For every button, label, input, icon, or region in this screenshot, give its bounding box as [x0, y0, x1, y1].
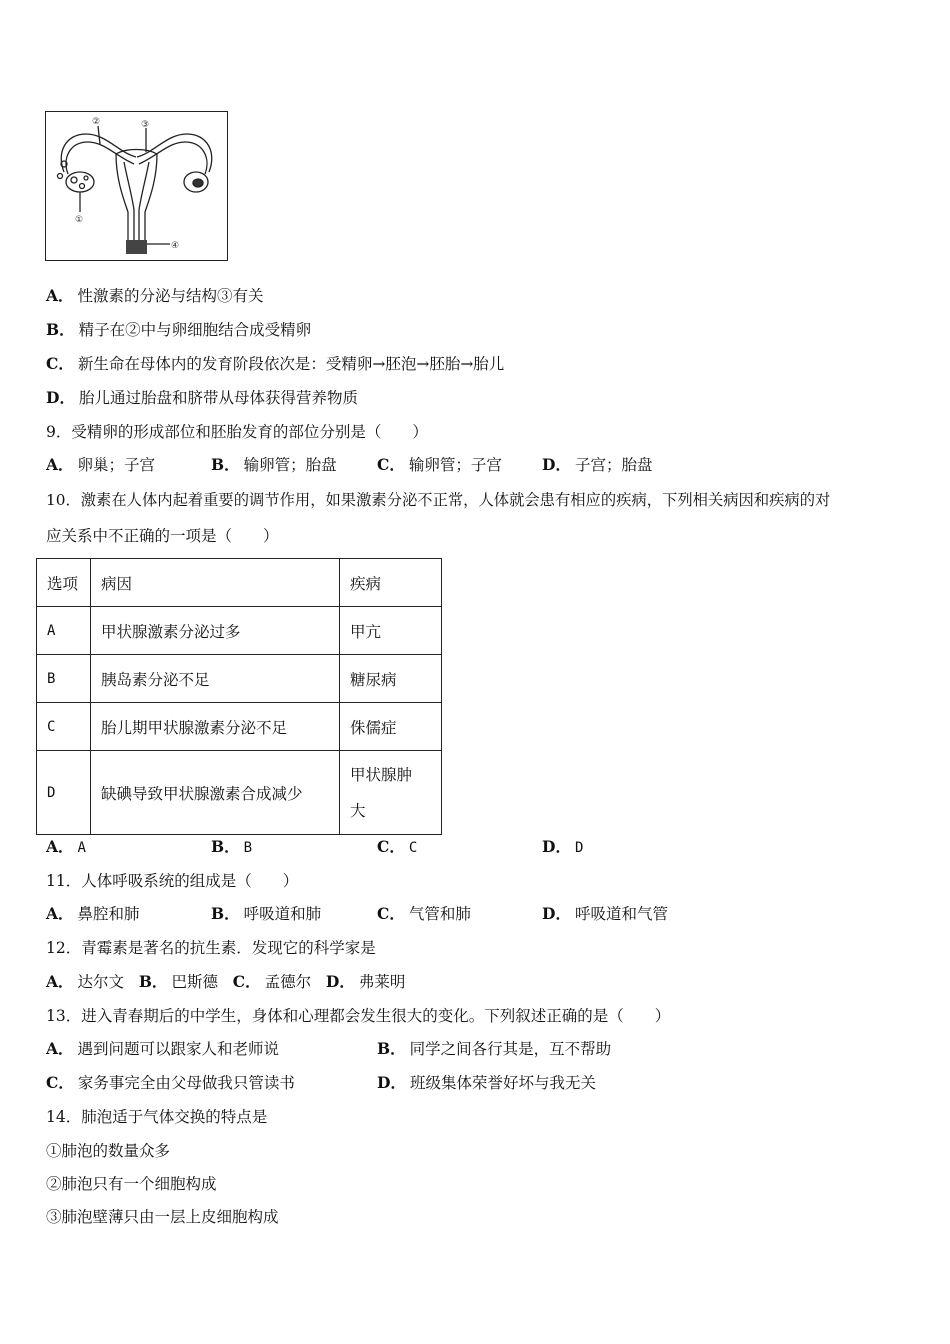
option-text: 胎儿通过胎盘和脐带从母体获得营养物质 [78, 389, 358, 407]
q9-option-b[interactable] [211, 455, 337, 475]
option-key: D． [542, 455, 571, 474]
option-text: D [574, 840, 584, 856]
q11-option-b[interactable] [211, 904, 321, 924]
row-cause: 缺碘导致甲状腺激素合成减少 [91, 751, 340, 835]
q10-table [36, 558, 442, 835]
option-key: C． [377, 904, 405, 923]
option-key: C． [46, 1073, 74, 1092]
q12-option-d[interactable] [326, 973, 405, 991]
option-text: 精子在②中与卵细胞结合成受精卵 [78, 321, 312, 339]
figure-label-3: ③ [141, 120, 150, 130]
q9-option-d[interactable] [542, 455, 652, 475]
q8-option-b[interactable] [46, 320, 311, 340]
option-key: B． [377, 1039, 406, 1058]
q12-stem: 12．青霉素是著名的抗生素．发现它的科学家是 [46, 939, 376, 957]
q12-option-a[interactable] [46, 973, 124, 991]
header-option: 选项 [37, 559, 91, 607]
option-key: A． [46, 1039, 74, 1058]
q11-stem: 11．人体呼吸系统的组成是（ ） [46, 872, 299, 890]
q9-stem: 9．受精卵的形成部位和胚胎发育的部位分别是（ ） [46, 423, 428, 441]
q10-option-d[interactable] [542, 837, 583, 858]
q12-option-c[interactable] [233, 973, 311, 991]
q13-option-b[interactable] [377, 1039, 611, 1059]
row-disease: 糖尿病 [340, 655, 442, 703]
option-text: 输卵管；子宫 [408, 456, 502, 474]
header-disease: 疾病 [340, 559, 442, 607]
option-key: D． [542, 904, 571, 923]
option-key: C． [377, 455, 405, 474]
option-key: D． [325, 972, 355, 991]
option-key: B． [138, 972, 168, 991]
option-text: 呼吸道和肺 [243, 905, 322, 923]
option-text: 子宫；胎盘 [574, 456, 653, 474]
row-option: C [37, 703, 91, 751]
table-row [37, 703, 442, 751]
option-text: 新生命在母体内的发育阶段依次是：受精卵→胚泡→胚胎→胎儿 [77, 355, 505, 373]
option-key: B． [46, 320, 75, 339]
option-text: 巴斯德 [171, 973, 218, 991]
row-option: A [37, 607, 91, 655]
q10-option-b[interactable] [211, 837, 252, 858]
reproductive-system-figure [45, 111, 228, 261]
q14-item-2: ②肺泡只有一个细胞构成 [46, 1175, 217, 1193]
option-text: 卵巢；子宫 [77, 456, 156, 474]
q12-options [46, 972, 405, 992]
uterus-diagram-icon [46, 112, 227, 260]
row-disease-line2: 大 [350, 801, 366, 820]
option-key: B． [211, 904, 240, 923]
q14-stem: 14．肺泡适于气体交换的特点是 [46, 1108, 268, 1126]
option-key: A． [46, 972, 74, 991]
option-text: 呼吸道和气管 [574, 905, 668, 923]
q10-option-a[interactable] [46, 837, 86, 858]
row-disease: 甲亢 [340, 607, 442, 655]
table-header-row [37, 559, 442, 607]
option-text: C [408, 840, 418, 856]
figure-label-1: ① [75, 215, 84, 225]
table-row [37, 655, 442, 703]
option-text: 气管和肺 [408, 905, 471, 923]
q14-item-3: ③肺泡壁薄只由一层上皮细胞构成 [46, 1208, 279, 1226]
option-key: A． [46, 837, 74, 856]
row-option: D [37, 751, 91, 835]
q12-option-b[interactable] [139, 973, 218, 991]
q11-option-d[interactable] [542, 904, 668, 924]
row-disease-line1: 甲状腺肿 [350, 765, 413, 784]
q9-option-a[interactable] [46, 455, 155, 475]
option-key: C． [377, 837, 405, 856]
option-text: A [77, 840, 86, 856]
q8-option-c[interactable] [46, 354, 504, 374]
q14-item-1: ①肺泡的数量众多 [46, 1142, 171, 1160]
figure-label-2: ② [92, 117, 101, 127]
option-text: 家务事完全由父母做我只管读书 [77, 1074, 295, 1092]
table-row [37, 751, 442, 835]
option-text: 鼻腔和肺 [77, 905, 140, 923]
option-text: B [243, 840, 253, 856]
q10-option-c[interactable] [377, 837, 417, 858]
option-text: 弗莱明 [358, 973, 406, 991]
q13-option-a[interactable] [46, 1039, 279, 1059]
row-cause: 胰岛素分泌不足 [91, 655, 340, 703]
option-text: 输卵管；胎盘 [243, 456, 337, 474]
q10-stem-line1: 10．激素在人体内起着重要的调节作用，如果激素分泌不正常，人体就会患有相应的疾病，下列相关病因和疾病的对 [46, 491, 831, 509]
row-disease [340, 751, 442, 835]
option-key: B． [211, 455, 240, 474]
option-key: C． [232, 972, 261, 991]
table-row [37, 607, 442, 655]
figure-label-4: ④ [171, 241, 180, 251]
q13-stem: 13．进入青春期后的中学生，身体和心理都会发生很大的变化。下列叙述正确的是（ ） [46, 1007, 671, 1025]
option-key: A． [46, 455, 74, 474]
q13-option-d[interactable] [377, 1073, 596, 1093]
row-option: B [37, 655, 91, 703]
option-text: 遇到问题可以跟家人和老师说 [77, 1040, 280, 1058]
q13-option-c[interactable] [46, 1073, 295, 1093]
row-cause: 胎儿期甲状腺激素分泌不足 [91, 703, 340, 751]
option-text: 达尔文 [77, 973, 125, 991]
q10-stem-line2: 应关系中不正确的一项是（ ） [46, 527, 279, 545]
option-key: C． [46, 354, 74, 373]
option-key: A． [46, 286, 74, 305]
q8-option-d[interactable] [46, 388, 358, 408]
option-text: 同学之间各行其是，互不帮助 [409, 1040, 612, 1058]
q8-option-a[interactable] [46, 286, 264, 306]
q9-option-c[interactable] [377, 455, 502, 475]
option-key: A． [46, 904, 74, 923]
q11-option-c[interactable] [377, 904, 471, 924]
row-cause: 甲状腺激素分泌过多 [91, 607, 340, 655]
option-key: B． [211, 837, 240, 856]
option-text: 班级集体荣誉好坏与我无关 [409, 1074, 596, 1092]
option-key: D． [46, 388, 75, 407]
header-cause: 病因 [91, 559, 340, 607]
option-key: D． [377, 1073, 406, 1092]
option-key: D． [542, 837, 571, 856]
option-text: 孟德尔 [264, 973, 312, 991]
q11-option-a[interactable] [46, 904, 140, 924]
option-text: 性激素的分泌与结构③有关 [77, 287, 264, 305]
row-disease: 侏儒症 [340, 703, 442, 751]
